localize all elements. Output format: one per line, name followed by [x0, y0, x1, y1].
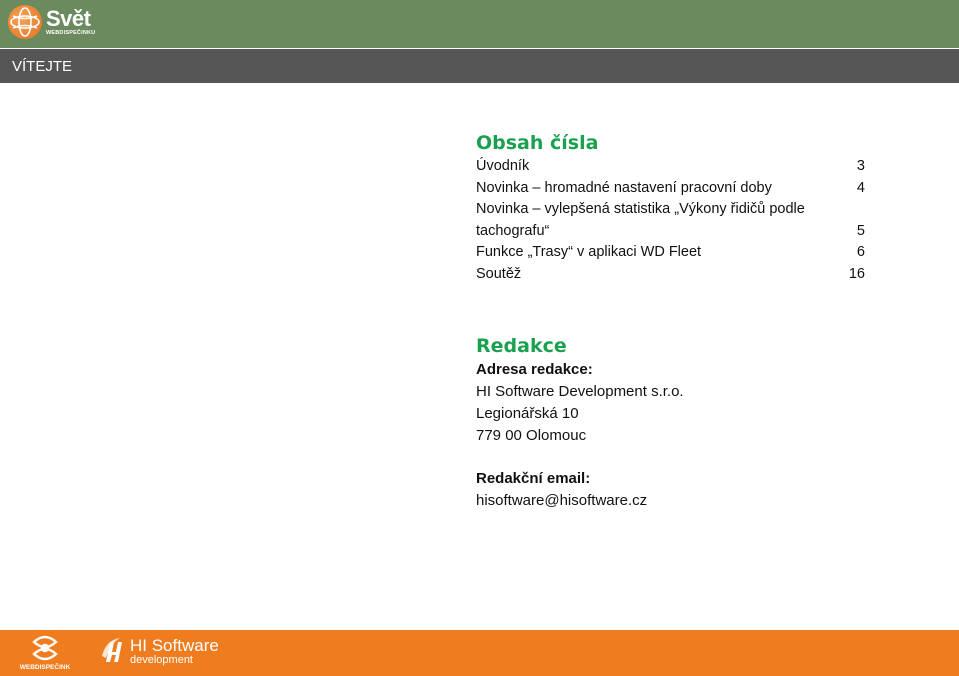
address-label: Adresa redakce: — [476, 361, 593, 378]
toc-item-title: Novinka – hromadné nastavení pracovní doby — [476, 179, 772, 196]
toc-item — [476, 199, 865, 242]
webdispecink-logo-text: WEBDISPEČINK — [19, 664, 71, 671]
editorial-info — [476, 333, 896, 512]
company-name: HI Software Development s.r.o. — [476, 383, 684, 400]
street-address: Legionářská 10 — [476, 405, 579, 422]
toc-item-page: 5 — [856, 222, 865, 239]
city-address: 779 00 Olomouc — [476, 427, 587, 444]
webdispecink-logo — [10, 634, 80, 674]
section-title-bar — [0, 49, 959, 83]
toc-item — [476, 156, 865, 178]
toc-item-title: Soutěž — [476, 265, 522, 282]
toc-item — [476, 264, 865, 286]
email-label: Redakční email: — [476, 470, 591, 487]
hi-software-logo-text: HI Software — [130, 635, 219, 655]
redakce-heading: Redakce — [476, 335, 567, 357]
toc-item-page: 3 — [856, 158, 865, 174]
toc-item — [476, 242, 865, 264]
section-title: VÍTEJTE — [12, 58, 73, 75]
hi-software-logo — [100, 636, 219, 666]
toc-item-title: Úvodník — [476, 158, 530, 174]
toc-item — [476, 178, 865, 200]
toc-item-title: Novinka – vylepšená statistika „Výkony řidičů podle tachografu“ — [476, 201, 805, 239]
svet-webdispecinku-logo — [8, 5, 95, 39]
hi-development-logo-text: development — [130, 653, 193, 666]
logo-brand-text: Svět — [46, 5, 91, 31]
webdispecink-icon — [10, 634, 80, 664]
toc-item-page: 16 — [848, 265, 865, 282]
toc-item-title: Funkce „Trasy“ v aplikaci WD Fleet — [476, 244, 702, 260]
top-header-band — [0, 0, 959, 48]
globe-icon — [8, 5, 42, 39]
email-link[interactable]: hisoftware@hisoftware.cz — [476, 492, 648, 509]
toc-heading: Obsah čísla — [476, 132, 599, 154]
logo-sub-text: WEBDISPEČINKU — [46, 29, 96, 36]
toc-item-page: 4 — [856, 179, 865, 196]
table-of-contents — [476, 130, 865, 285]
footer-band — [0, 630, 959, 676]
hi-software-icon — [100, 636, 126, 666]
toc-item-page: 6 — [856, 244, 865, 260]
